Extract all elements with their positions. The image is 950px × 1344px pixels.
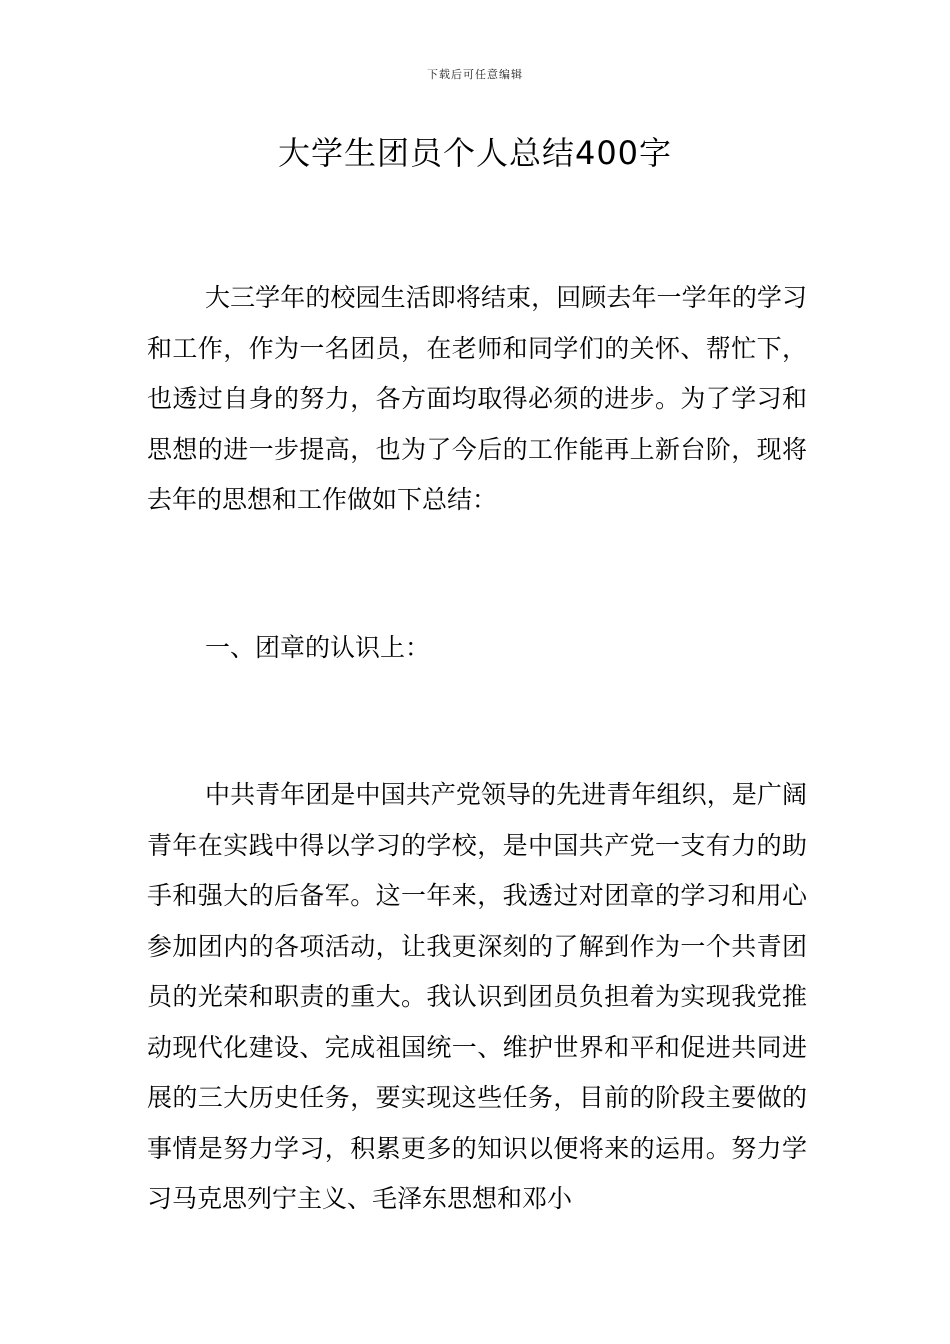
section-heading: 一、团章的认识上： bbox=[205, 633, 431, 662]
page-header-note: 下载后可任意编辑 bbox=[427, 68, 523, 81]
intro-paragraph: 大三学年的校园生活即将结束，回顾去年一学年的学习和工作，作为一名团员，在老师和同学们的关怀、帮忙下，也透过自身的努力，各方面均取得必须的进步。为了学习和思想的进一步提高，也为了今后的工作能再上新台阶，现将去年的思想和工作做如下总结： bbox=[147, 283, 807, 514]
document-title: 大学生团员个人总结400字 bbox=[277, 134, 673, 172]
body-paragraph: 中共青年团是中国共产党领导的先进青年组织，是广阔青年在实践中得以学习的学校，是中国共产党一支有力的助手和强大的后备军。这一年来，我透过对团章的学习和用心参加团内的各项活动，让我更深刻的了解到作为一个共青团员的光荣和职责的重大。我认识到团员负担着为实现我党推动现代化建设、完成祖国统一、维护世界和平和促进共同进展的三大历史任务，要实现这些任务，目前的阶段主要做的事情是努力学习，积累更多的知识以便将来的运用。努力学习马克思列宁主义、毛泽东思想和邓小 bbox=[147, 780, 807, 1213]
